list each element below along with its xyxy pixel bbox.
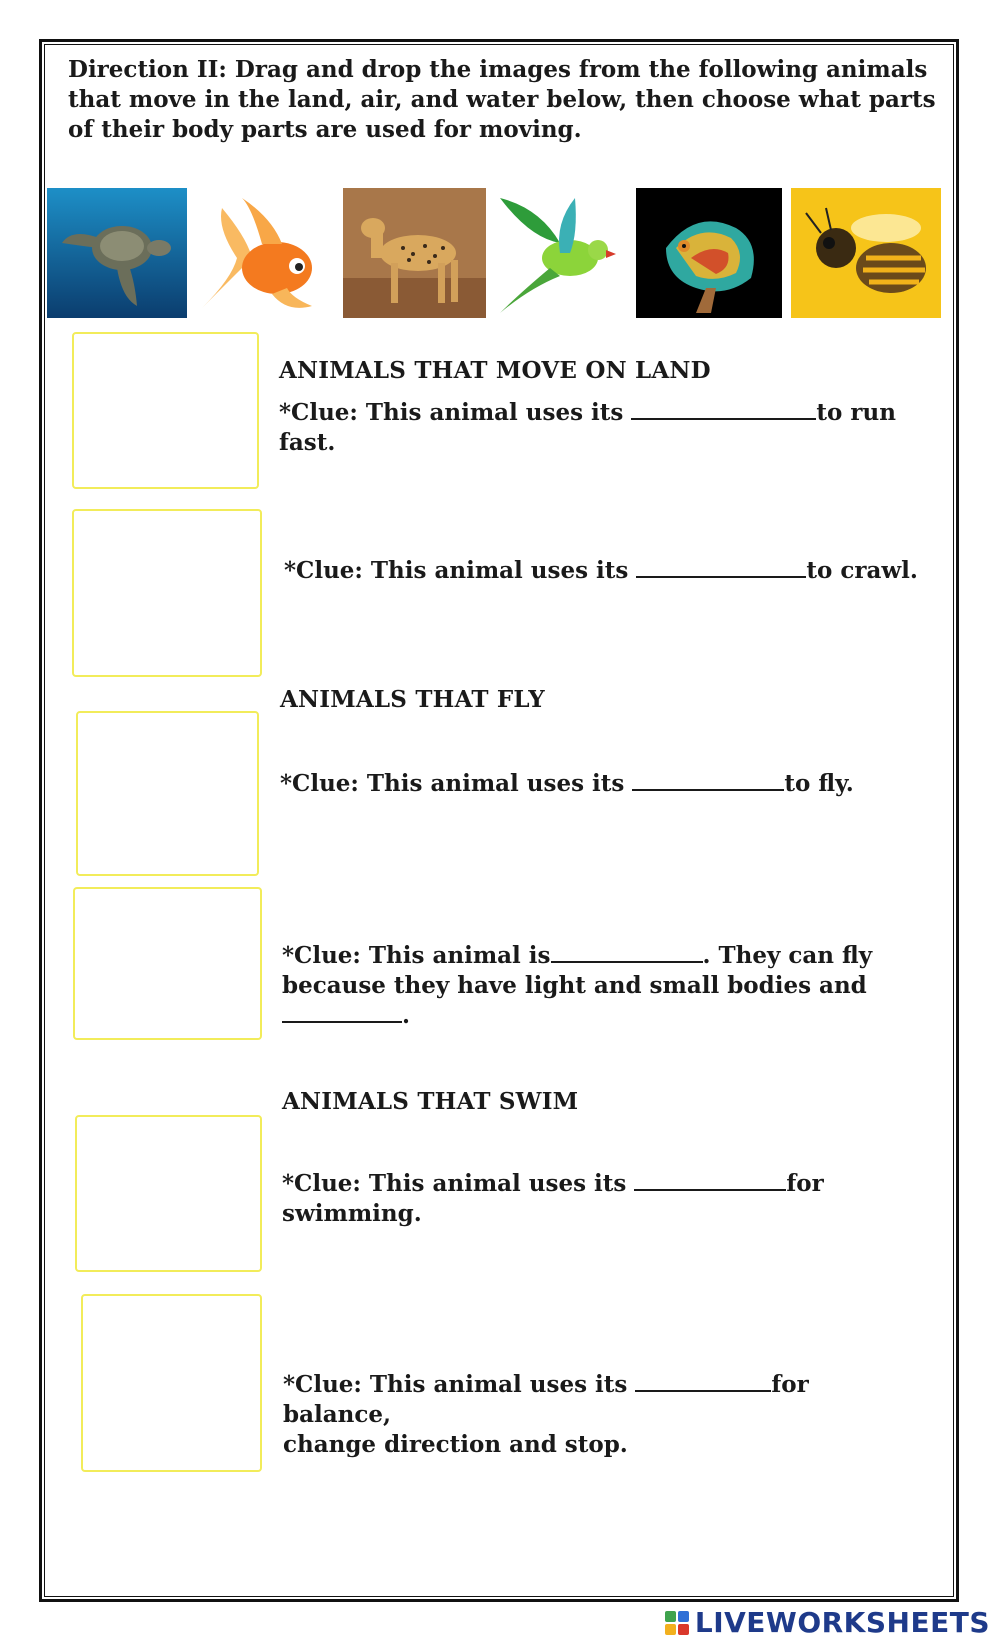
answer-blank-land-2[interactable] — [636, 558, 806, 578]
drop-box-land-1[interactable] — [72, 332, 259, 489]
cheetah-image[interactable] — [343, 188, 486, 318]
drop-box-fly-1[interactable] — [76, 711, 259, 876]
answer-blank-fly-1[interactable] — [632, 771, 784, 791]
answer-blank-land-1[interactable] — [631, 400, 816, 420]
clue-fly-2: *Clue: This animal is . They can fly because they have light and small bodies and . — [282, 942, 873, 1029]
clue-land-2: *Clue: This animal uses its to crawl. — [284, 557, 918, 584]
turtle-image[interactable] — [47, 188, 187, 318]
clue-land-1: *Clue: This animal uses its to run fast. — [279, 399, 896, 456]
drop-box-land-2[interactable] — [72, 509, 262, 677]
answer-blank-fly-2b[interactable] — [282, 1003, 402, 1023]
heading-fly: ANIMALS THAT FLY — [280, 686, 545, 713]
direction-text: Direction II: Drag and drop the images from the following animals that move in the land, air, and water below, then choose what parts of their body parts are used for moving. — [68, 56, 936, 143]
bee-image[interactable] — [791, 188, 941, 318]
clue-swim-1: *Clue: This animal uses its for swimming. — [282, 1170, 824, 1227]
footer-branding — [665, 1606, 990, 1639]
drop-box-swim-1[interactable] — [75, 1115, 262, 1272]
parrot-image[interactable] — [490, 188, 620, 318]
heading-land: ANIMALS THAT MOVE ON LAND — [279, 357, 711, 384]
liveworksheets-logo-icon — [665, 1611, 689, 1635]
footer-brand-text: LIVEWORKSHEETS — [694, 1606, 990, 1639]
drop-box-fly-2[interactable] — [73, 887, 262, 1040]
clue-swim-2: *Clue: This animal uses its for balance, change direction and stop. — [283, 1371, 809, 1458]
clue-fly-1: *Clue: This animal uses its to fly. — [280, 770, 854, 797]
goldfish-image[interactable] — [192, 188, 332, 318]
heading-swim: ANIMALS THAT SWIM — [282, 1088, 579, 1115]
answer-blank-fly-2a[interactable] — [551, 943, 703, 963]
answer-blank-swim-1[interactable] — [634, 1171, 786, 1191]
drop-box-swim-2[interactable] — [81, 1294, 262, 1472]
answer-blank-swim-2[interactable] — [635, 1372, 771, 1392]
chameleon-image[interactable] — [636, 188, 782, 318]
